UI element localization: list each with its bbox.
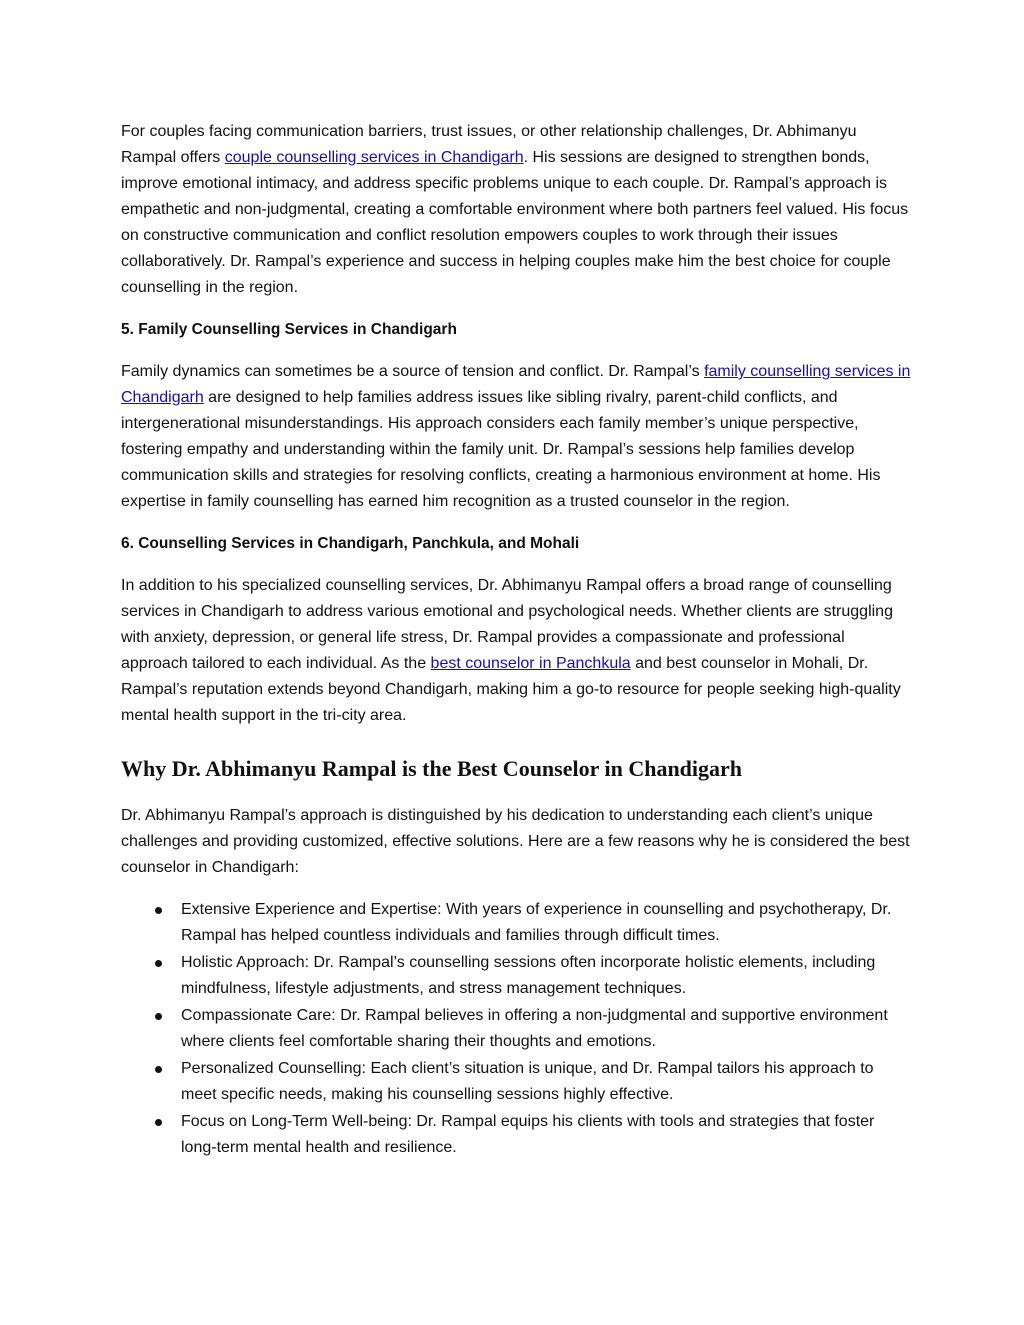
list-item bbox=[181, 950, 911, 1002]
list-item-text: Personalized Counselling: Each client’s situation is unique, and Dr. Rampal tailors his approach to meet specific needs, making his counselling sessions highly effective. bbox=[181, 1060, 874, 1103]
bullet-icon bbox=[155, 1013, 162, 1020]
list-item bbox=[181, 1109, 911, 1161]
why-intro-paragraph: Dr. Abhimanyu Rampal’s approach is distinguished by his dedication to understanding each client’s unique challenges and providing customized, effective solutions. Here are a few reasons why he is considered the best counselor in Chandigarh: bbox=[121, 807, 910, 876]
bullet-icon bbox=[155, 1119, 162, 1126]
family-counselling-link[interactable]: family counselling services in Chandigarh bbox=[121, 363, 911, 406]
reasons-list bbox=[121, 897, 911, 1161]
paragraph-text: are designed to help families address issues like sibling rivalry, parent-child conflicts, and intergenerational misunderstandings. His approach considers each family member’s unique perspective, fostering empathy and understanding within the family unit. Dr. Rampal’s sessions help families develop communication skills and strategies for resolving conflicts, creating a harmonious environment at home. His expertise in family counselling has earned him recognition as a trusted counselor in the region. bbox=[121, 389, 881, 510]
list-item-text: Holistic Approach: Dr. Rampal’s counselling sessions often incorporate holistic elements, including mindfulness, lifestyle adjustments, and stress management techniques. bbox=[181, 954, 876, 997]
couple-counselling-link[interactable]: couple counselling services in Chandigarh bbox=[224, 149, 524, 166]
list-item bbox=[181, 1003, 911, 1055]
paragraph-text: and best counselor in Mohali, Dr. Rampal’s reputation extends beyond Chandigarh, making him a go-to resource for people seeking high-quality mental health support in the tri-city area. bbox=[121, 655, 901, 724]
list-item-text: Extensive Experience and Expertise: With years of experience in counselling and psychotherapy, Dr. Rampal has helped countless individuals and families through difficult times. bbox=[181, 901, 892, 944]
bullet-icon bbox=[155, 907, 162, 914]
tricity-counselling-paragraph bbox=[121, 573, 911, 729]
list-item-text: Compassionate Care: Dr. Rampal believes in offering a non-judgmental and supportive environment where clients feel comfortable sharing their thoughts and emotions. bbox=[181, 1007, 888, 1050]
paragraph-text: . His sessions are designed to strengthen bonds, improve emotional intimacy, and address specific problems unique to each couple. Dr. Rampal’s approach is empathetic and non-judgmental, creating a comfortable environment where both partners feel valued. His focus on constructive communication and conflict resolution empowers couples to work through their issues collaboratively. Dr. Rampal’s experience and success in helping couples make him the best choice for couple counselling in the region. bbox=[121, 149, 909, 296]
bullet-icon bbox=[155, 1066, 162, 1073]
couple-counselling-paragraph bbox=[121, 119, 911, 301]
paragraph-text: For couples facing communication barriers, trust issues, or other relationship challenges, Dr. Abhimanyu Rampal offers bbox=[121, 123, 857, 166]
best-counselor-panchkula-link[interactable]: best counselor in Panchkula bbox=[430, 655, 631, 672]
list-item-text: Focus on Long-Term Well-being: Dr. Rampal equips his clients with tools and strategies that foster long-term mental health and resilience. bbox=[181, 1113, 875, 1156]
tricity-counselling-heading: 6. Counselling Services in Chandigarh, Panchkula, and Mohali bbox=[121, 535, 580, 552]
paragraph-text: In addition to his specialized counselling services, Dr. Abhimanyu Rampal offers a broad range of counselling services in Chandigarh to address various emotional and psychological needs. Whether clients are struggling with anxiety, depression, or general life stress, Dr. Rampal provides a compassionate and professional approach tailored to each individual. As the bbox=[121, 577, 893, 672]
why-best-counselor-heading: Why Dr. Abhimanyu Rampal is the Best Counselor in Chandigarh bbox=[121, 756, 743, 781]
list-item bbox=[181, 1056, 911, 1108]
list-item bbox=[181, 897, 911, 949]
family-counselling-paragraph bbox=[121, 359, 911, 515]
document-page bbox=[121, 119, 911, 1162]
bullet-icon bbox=[155, 960, 162, 967]
paragraph-text: Family dynamics can sometimes be a source of tension and conflict. Dr. Rampal’s bbox=[121, 363, 705, 380]
family-counselling-heading: 5. Family Counselling Services in Chandigarh bbox=[121, 321, 457, 338]
